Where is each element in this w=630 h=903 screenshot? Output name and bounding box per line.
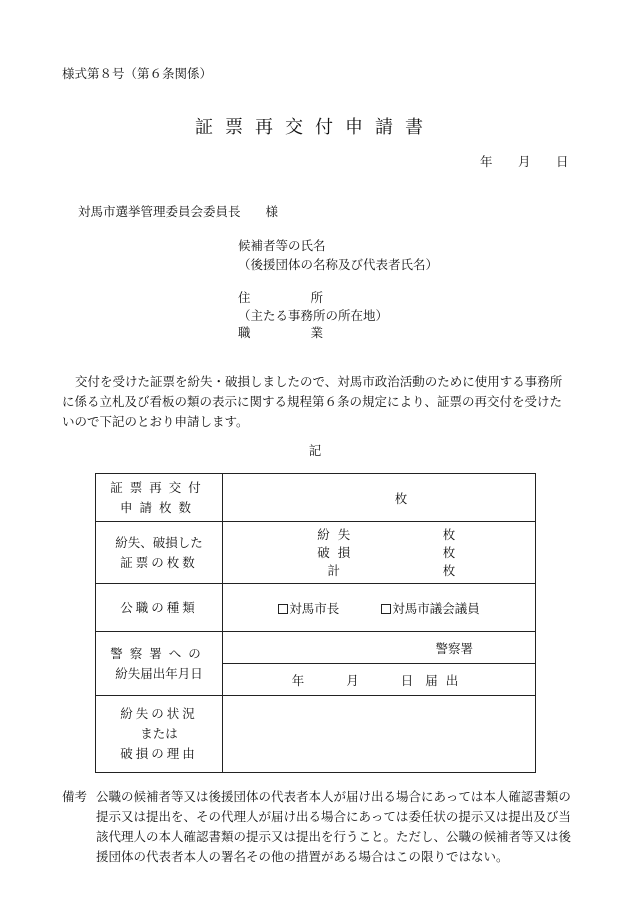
office-option-mayor-label: 対馬市長 <box>289 600 340 616</box>
police-report-label-line1: 警察署への <box>110 645 208 661</box>
police-report-label <box>96 632 223 696</box>
form-number: 様式第８号（第６条関係） <box>62 66 213 81</box>
office-type-label-text: 公職の種類 <box>120 599 198 615</box>
lost-damaged-values[interactable] <box>223 522 536 584</box>
total-unit: 枚 <box>442 562 456 578</box>
applicant-name-label: 候補者等の氏名 <box>238 238 326 253</box>
applicant-address-label <box>238 288 323 306</box>
row-reissue-count <box>96 474 536 522</box>
lost-row <box>223 526 535 544</box>
reissue-label-line1: 証票再交付 <box>110 479 208 495</box>
checkbox-icon[interactable] <box>278 604 288 614</box>
applicant-address-sub: （主たる事務所の所在地） <box>238 308 389 323</box>
damaged-unit: 枚 <box>442 544 456 560</box>
address-label-char2: 所 <box>310 290 324 305</box>
lost-unit: 枚 <box>442 526 456 542</box>
damaged-row <box>223 544 535 562</box>
reason-label-line2: または <box>140 726 178 741</box>
reason-label-line3: 破損の理由 <box>120 746 198 761</box>
lost-damaged-label <box>96 522 223 584</box>
date-line <box>480 152 569 170</box>
reissue-label-line2: 申請枚数 <box>119 499 198 515</box>
report-month: 月 <box>346 672 359 688</box>
office-option-assembly[interactable] <box>381 601 480 616</box>
reason-label-line1: 紛失の状況 <box>120 706 198 721</box>
police-report-label-line2: 紛失届出年月日 <box>115 665 203 681</box>
detail-table <box>95 473 536 773</box>
office-type-label <box>96 584 223 632</box>
reason-value[interactable] <box>223 696 536 773</box>
lost-label: 紛失 <box>317 526 359 542</box>
remarks-text: 公職の候補者等又は後援団体の代表者本人が届け出る場合にあっては本人確認書類の提示又は提出を、その代理人が届け出る場合にあっては委任状の提示又は提出及び当該代理人の本人確認書類の提示又は提出を行うこと。ただし、公職の候補者等又は後援団体の代表者本人の署名その他の措置がある場合はこの限りではない。 <box>96 789 572 864</box>
report-day: 日 <box>400 672 414 688</box>
lost-damaged-label-line1: 紛失、破損した <box>115 534 203 550</box>
body-text: 交付を受けた証票を紛失・破損しましたので、対馬市政治活動のために使用する事務所に係る立札及び看板の類の表示に関する規程第６条の規定により、証票の再交付を受けたいので下記のとおり申請します。 <box>62 374 563 429</box>
reissue-unit: 枚 <box>394 490 408 506</box>
occupation-label-char2: 業 <box>310 325 324 340</box>
row-police-station <box>96 632 536 664</box>
office-option-mayor[interactable] <box>278 601 339 616</box>
address-label-char1: 住 <box>238 290 251 305</box>
ki-heading: 記 <box>308 443 322 458</box>
date-day: 日 <box>556 154 569 169</box>
reissue-count-label <box>96 474 223 522</box>
reason-label <box>96 696 223 773</box>
office-option-assembly-label: 対馬市議会議員 <box>392 600 480 616</box>
remarks <box>62 787 582 867</box>
report-year: 年 <box>291 672 305 688</box>
report-label: 届出 <box>425 672 467 688</box>
date-month: 月 <box>518 154 531 169</box>
row-lost-damaged <box>96 522 536 584</box>
remarks-heading: 備考 <box>62 789 88 804</box>
report-date-value[interactable] <box>223 664 536 696</box>
applicant-occupation-label <box>238 323 323 341</box>
total-label: 計 <box>327 562 348 578</box>
lost-damaged-label-line2: 証票の枚数 <box>120 554 198 570</box>
document-title: 証票再交付申請書 <box>195 117 435 138</box>
checkbox-icon[interactable] <box>381 604 391 614</box>
damaged-label: 破損 <box>317 544 359 560</box>
reissue-count-value[interactable] <box>223 474 536 522</box>
police-station-label: 警察署 <box>435 640 473 656</box>
police-station-value[interactable] <box>223 632 536 664</box>
row-reason <box>96 696 536 773</box>
office-type-options <box>223 584 536 632</box>
row-office-type <box>96 584 536 632</box>
date-year: 年 <box>480 154 493 169</box>
occupation-label-char1: 職 <box>238 325 251 340</box>
addressee: 対馬市選挙管理委員会委員長 様 <box>78 204 279 219</box>
total-row <box>223 562 535 580</box>
applicant-name-sub: （後援団体の名称及び代表者氏名） <box>238 257 439 272</box>
